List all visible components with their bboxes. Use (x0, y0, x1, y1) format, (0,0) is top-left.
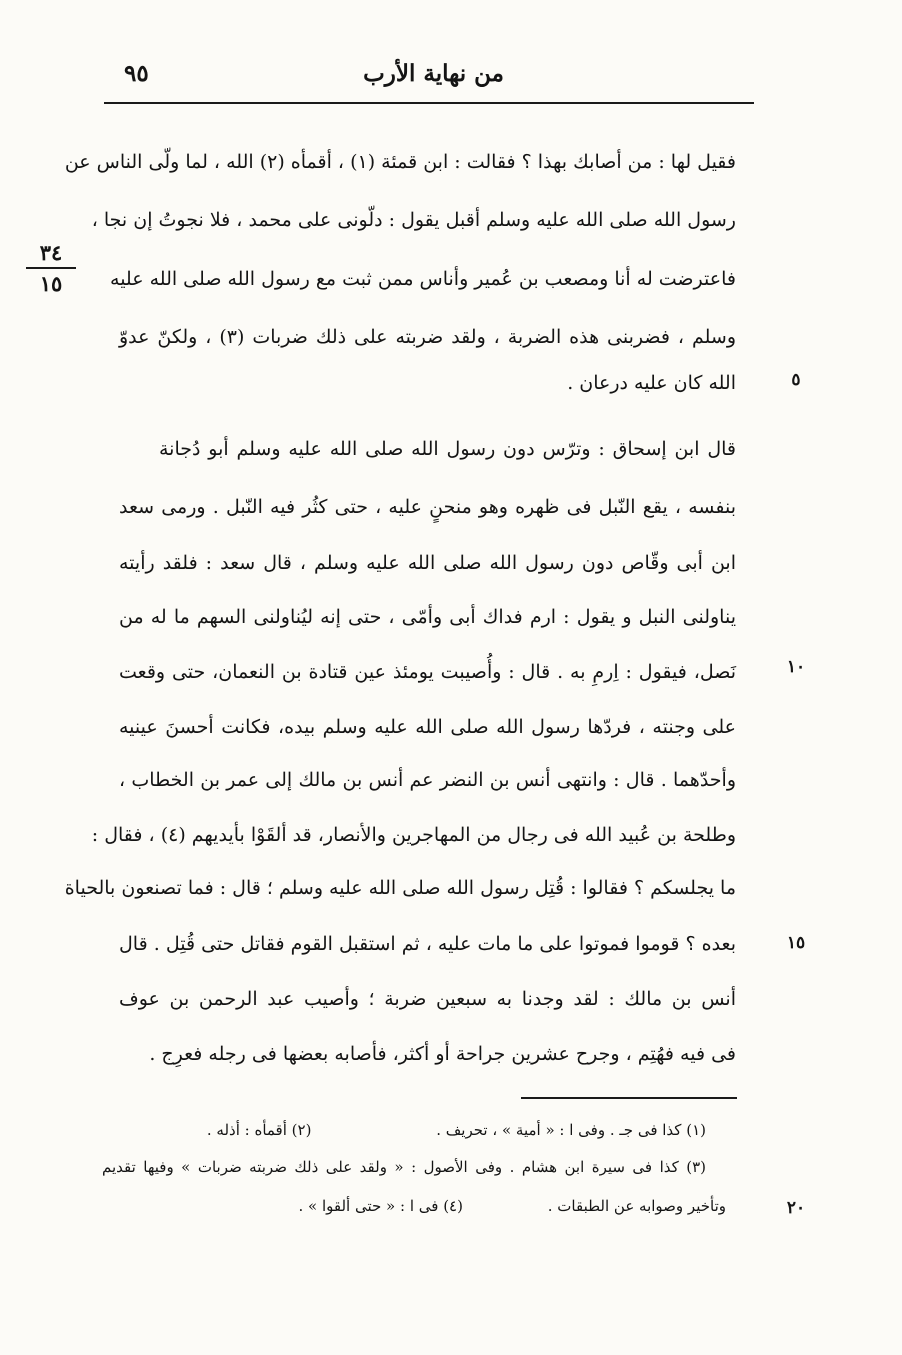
footnote-line-3 (298, 1193, 726, 1219)
footnote-line-1 (207, 1117, 706, 1143)
line-number-10: ١٠ (786, 657, 806, 677)
text-line: بعده ؟ قوموا فموتوا على ما مات عليه ، ثم استقبل القوم فقاتل حتى قُتِل . قال (119, 933, 736, 955)
line-number-20: ٢٠ (786, 1198, 806, 1218)
footnote-3-part-2: وتأخير وصوابه عن الطبقات . (547, 1197, 726, 1215)
text-line: على وجنته ، فردّها رسول الله صلى الله عليه وسلم بيده، فكانت أحسنَ عينيه (119, 716, 736, 738)
text-line: قال ابن إسحاق : وترّس دون رسول الله صلى الله عليه وسلم أبو دُجانة (159, 438, 736, 460)
page-number: ٩٥ (124, 60, 149, 87)
line-number-5: ٥ (791, 370, 801, 390)
footnote-separator (521, 1097, 737, 1099)
line-number-15: ١٥ (786, 933, 806, 953)
running-title: من نهاية الأرب (363, 60, 504, 87)
text-line: وأحدّهما . قال : وانتهى أنس بن النضر عم أنس بن مالك إلى عمر بن الخطاب ، (119, 769, 736, 791)
text-line: أنس بن مالك : لقد وجدنا به سبعين ضربة ؛ وأصيب عبد الرحمن بن عوف (119, 988, 736, 1010)
text-line: ابن أبى وقّاص دون رسول الله صلى الله عليه وسلم ، قال سعد : فلقد رأيته (119, 552, 736, 574)
footnote-2: (٢) أقمأه : أذله . (206, 1121, 312, 1139)
text-line: وطلحة بن عُبيد الله فى رجال من المهاجرين والأنصار، قد ألقَوْا بأيديهم (٤) ، فقال : (91, 824, 736, 846)
text-line: رسول الله صلى الله عليه وسلم أقبل يقول : دلّونى على محمد ، فلا نجوتُ إن نجا ، (91, 209, 736, 231)
text-line: الله كان عليه درعان . (567, 372, 736, 394)
text-line: بنفسه ، يقع النّبل فى ظهره وهو منحنٍ عليه ، حتى كثُر فيه النّبل . ورمى سعد (119, 496, 736, 518)
text-line: يناولنى النبل و يقول : ارم فداك أبى وأمّى ، حتى إنه ليُناولنى السهم ما له من (119, 606, 736, 628)
footnote-1: (١) كذا فى جـ . وفى ا : « أمية » ، تحريف . (436, 1121, 706, 1139)
page-header (104, 52, 754, 104)
margin-reference (26, 240, 76, 296)
text-line: نَصل، فيقول : اِرمِ به . قال : وأُصيبت يومئذ عين قتادة بن النعمان، حتى وقعت (119, 661, 736, 683)
text-line: فاعترضت له أنا ومصعب بن عُمير وأناس ممن ثبت مع رسول الله صلى الله عليه (110, 268, 736, 290)
margin-reference-bottom: ١٥ (39, 271, 63, 296)
text-line: ما يجلسكم ؟ فقالوا : قُتِل رسول الله صلى الله عليه وسلم ؛ قال : فما تصنعون بالحياة (64, 877, 736, 899)
margin-reference-top: ٣٤ (26, 240, 76, 269)
footnote-3-part-1: (٣) كذا فى سيرة ابن هشام . وفى الأصول : « ولقد على ذلك ضربته ضربات » وفيها تقديم (102, 1158, 706, 1176)
text-line: فقيل لها : من أصابك بهذا ؟ فقالت : ابن قمئة (١) ، أقمأه (٢) الله ، لما ولّى الناس عن (64, 151, 736, 173)
text-line: وسلم ، فضربنى هذه الضربة ، ولقد ضربته على ذلك ضربات (٣) ، ولكنّ عدوّ (119, 326, 736, 348)
text-line: فى فيه فهُتِم ، وجرح عشرين جراحة أو أكثر، فأصابه بعضها فى رجله فعرِج . (149, 1043, 736, 1065)
footnote-4: (٤) فى ا : « حتى ألقوا » . (298, 1197, 463, 1215)
